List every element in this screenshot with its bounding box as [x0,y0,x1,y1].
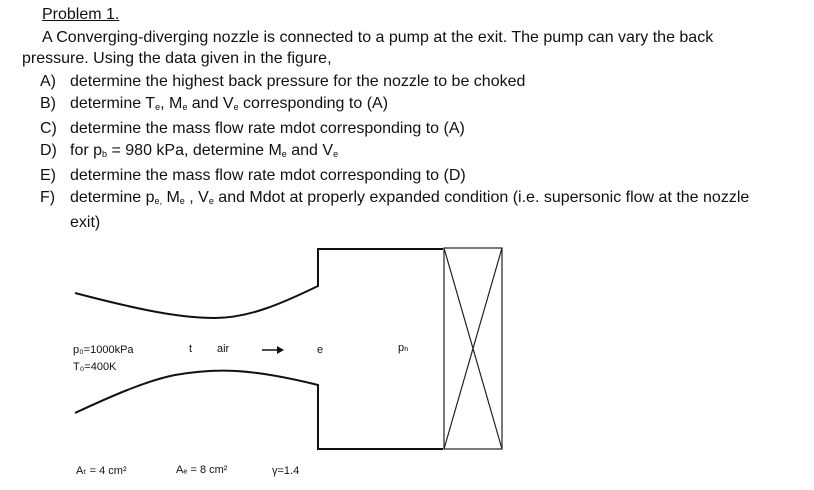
nozzle-lower-wall [75,371,443,449]
gamma-label: γ=1.4 [272,465,300,477]
throat-area-label: Aₜ = 4 cm² [76,465,127,477]
question-b: B) determine $T_e$, $M_e$ and $V_e$ corresponding to (A) [40,94,389,112]
air-label: air [217,343,230,355]
intro-line-1: A Converging-diverging nozzle is connected to a pump at the exit. The pump can vary the back [42,29,714,46]
throat-label: t [189,343,193,355]
exit-label: e [317,344,324,356]
question-f-cont: exit) [70,214,101,231]
air-arrow [262,346,284,354]
question-d: D) for $p_b = 980$ kPa, determine $M_e$ and $V_e$ [40,141,339,159]
t0-label: T₀=400K [73,361,117,373]
nozzle-upper-wall [75,249,443,318]
intro-line-2: pressure. Using the data given in the figure, [22,50,332,67]
exit-area-label: Aₑ = 8 cm² [176,464,228,476]
pump-box [444,248,502,449]
question-a: A) determine the highest back pressure for the nozzle to be choked [40,73,526,90]
question-c: C) determine the mass flow rate mdot corresponding to (A) [40,120,465,137]
p0-label: p₀=1000kPa [73,344,134,356]
question-f: F) determine $p_{e,}$ $M_e$ , $V_e$ and Mdot at properly expanded condition (i.e. supersonic flow at the nozzle [40,188,750,206]
problem-title: Problem 1. [42,6,120,23]
back-pressure-label: pₕ [398,342,409,354]
question-e: E) determine the mass flow rate mdot corresponding to (D) [40,167,466,184]
